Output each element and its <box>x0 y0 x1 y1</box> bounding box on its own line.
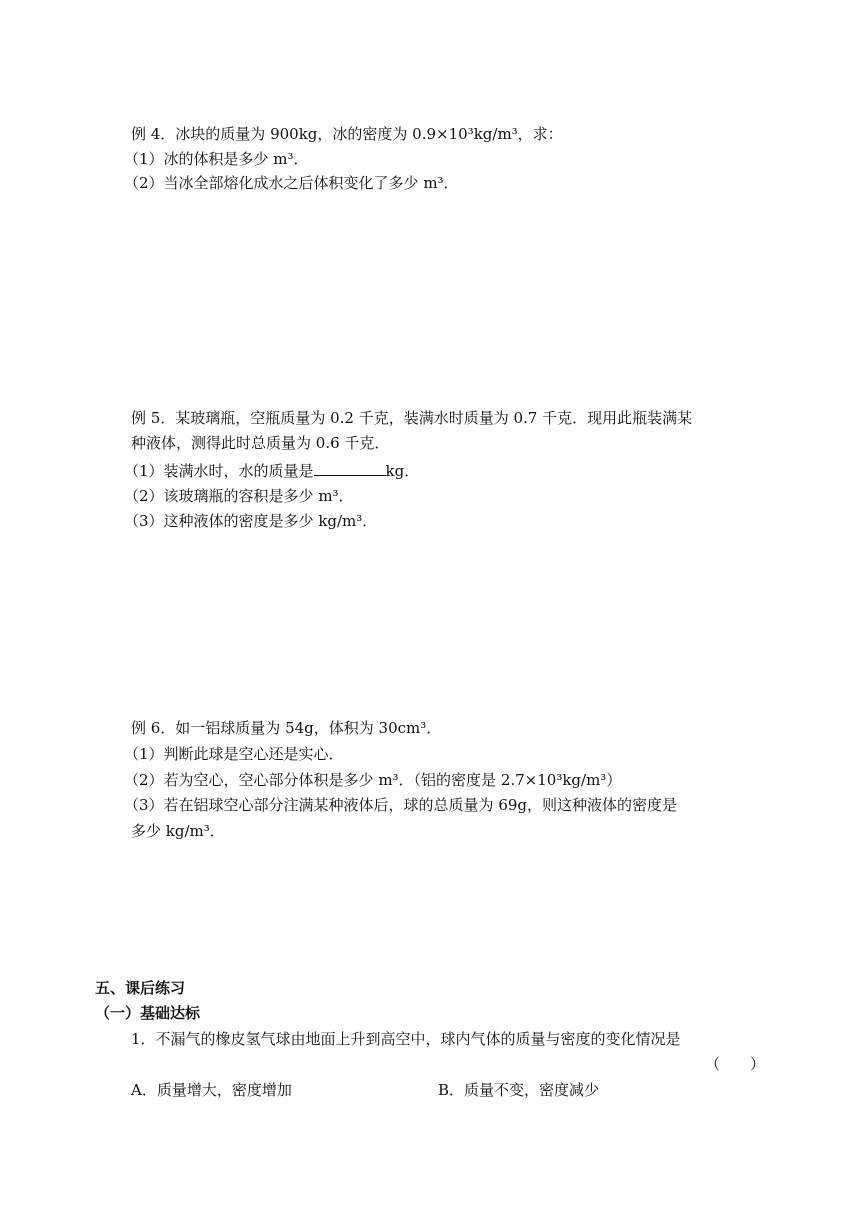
ex4-stem: 例 4．冰块的质量为 900kg，冰的密度为 0.9×10³kg/m³，求： <box>131 125 563 143</box>
option-b: B．质量不变，密度减少 <box>438 1081 600 1099</box>
ex5-question-2: （2）该玻璃瓶的容积是多少 m³． <box>124 487 354 505</box>
ex5-q1-unit: kg． <box>385 462 420 480</box>
option-a: A．质量增大，密度增加 <box>131 1081 292 1099</box>
problem-1-stem: 1．不漏气的橡皮氢气球由地面上升到高空中，球内气体的质量与密度的变化情况是 <box>131 1030 681 1048</box>
ex5-stem-line-2: 种液体，测得此时总质量为 0.6 千克． <box>131 434 390 452</box>
answer-parentheses: （ ） <box>705 1055 766 1073</box>
ex6-question-3-line-1: （3）若在铝球空心部分注满某种液体后，球的总质量为 69g，则这种液体的密度是 <box>124 796 678 814</box>
ex5-q1-text: （1）装满水时，水的质量是 <box>124 462 314 480</box>
ex5-question-1 <box>124 460 419 481</box>
ex6-question-1: （1）判断此球是空心还是实心． <box>124 745 344 763</box>
ex6-stem: 例 6．如一铝球质量为 54g，体积为 30cm³． <box>131 719 442 737</box>
ex5-stem-line-1: 例 5．某玻璃瓶，空瓶质量为 0.2 千克，装满水时质量为 0.7 千克．现用此瓶装满某 <box>131 409 693 427</box>
answer-blank <box>314 460 386 476</box>
ex4-question-1: （1）冰的体积是多少 m³． <box>124 150 309 168</box>
subsection-heading: （一）基础达标 <box>95 1004 201 1022</box>
section-heading: 五、课后练习 <box>95 979 186 997</box>
ex6-question-2: （2）若为空心，空心部分体积是多少 m³．（铝的密度是 2.7×10³kg/m³） <box>124 771 622 789</box>
ex4-question-2: （2）当冰全部熔化成水之后体积变化了多少 m³． <box>124 174 459 192</box>
ex6-question-3-line-2: 多少 kg/m³． <box>131 822 225 840</box>
ex5-question-3: （3）这种液体的密度是多少 kg/m³． <box>124 512 378 530</box>
